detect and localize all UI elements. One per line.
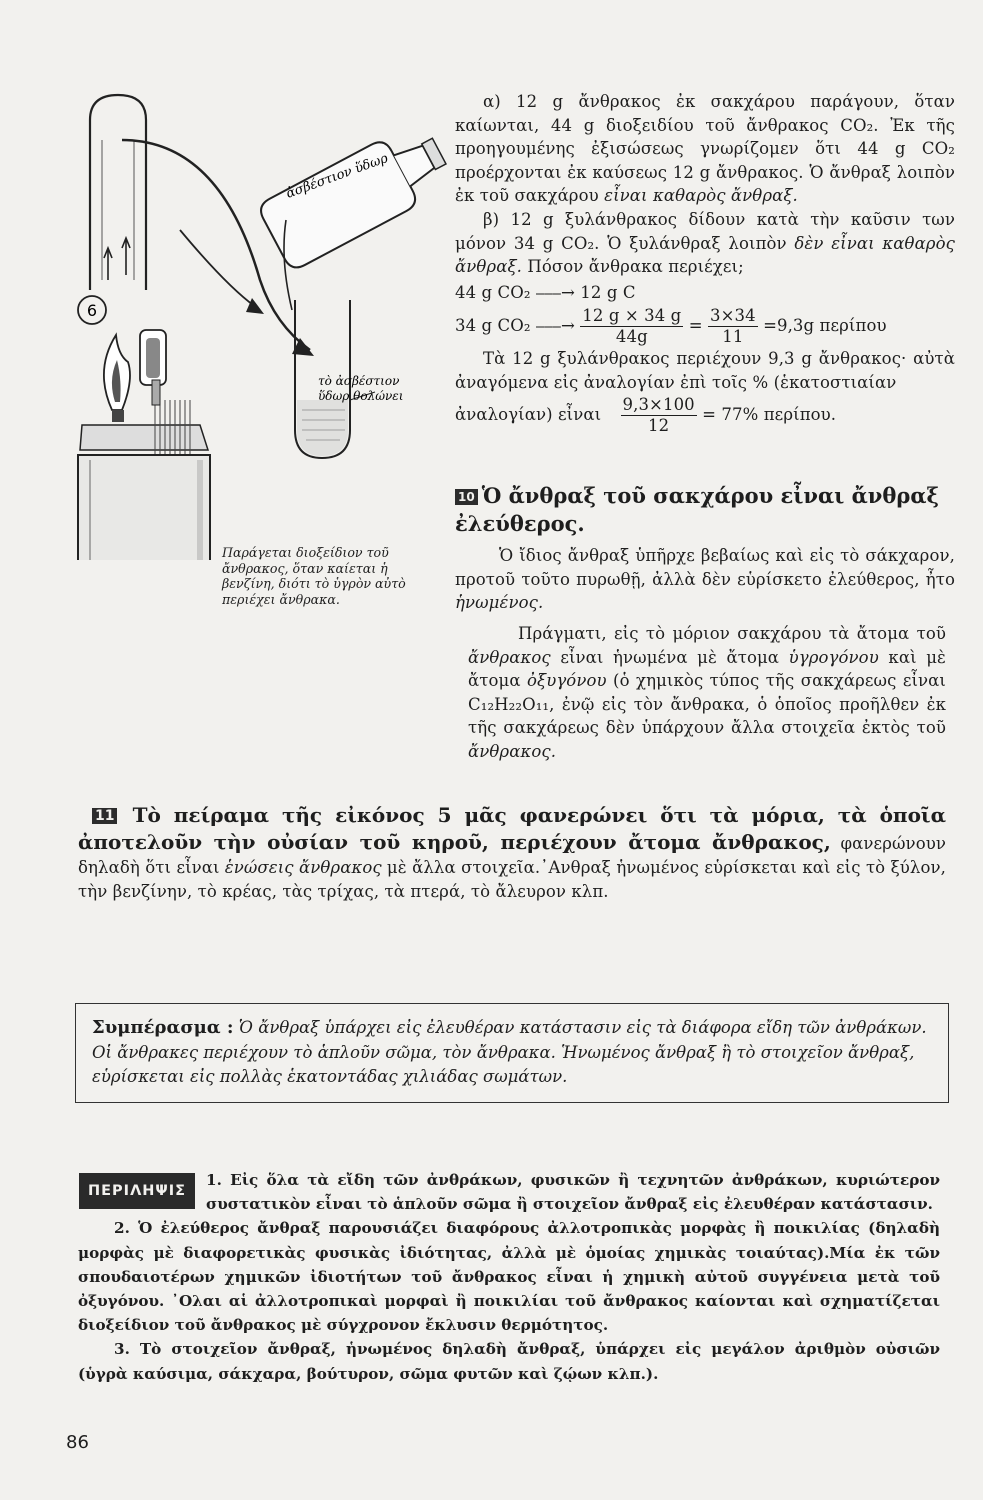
conclusion-box xyxy=(75,1003,949,1103)
summary-item-2: 2. Ὁ ἐλεύθερος ἄνθραξ παρουσιάζει διαφόρους ἀλλοτροπικὰς μορφὰς ἢ ποικιλίας (δηλαδὴ μορφὰς μὲ διαφορετικὰς φυσικὰς ἰδιότητας, ἀλλὰ μὲ ὁμοίας χημικὰς τοιαύτας).Μία ἐκ τῶν σπουδαιοτέρων χημικῶν ἰδιοτήτων τοῦ ἄνθρακος εἶναι ἡ χημικὴ αὐτοῦ συγγένεια μετὰ τοῦ ὀξυγόνου. ᾽Ολαι αἱ ἀλλοτροπικαὶ μορφαὶ ἢ ποικιλίαι τοῦ ἄνθρακος καίονται καὶ σχηματίζεται διοξείδιον τοῦ ἄνθρακος μὲ σύγχρονον ἔκλυσιν θερμότητος. xyxy=(78,1219,940,1335)
page-number: 86 xyxy=(66,1432,89,1453)
paragraph-b: β) 12 g ξυλάνθρακος δίδουν κατὰ τὴν καῦσιν των μόνον 34 g CO₂. Ὁ ξυλάνθραξ λοιπὸν δὲν εἶναι καθαρὸς ἄνθραξ. Πόσον ἄνθρακα περιέχει; xyxy=(455,209,955,277)
equation-3: ἀναλογίαν) εἶναι $\frac{9,3\times 100}{12}$ = 77% περίπου. xyxy=(455,394,837,435)
paragraph-a: α) 12 g ἄνθρακος ἐκ σακχάρου παράγουν, ὅταν καίωνται, 44 g διοξειδίου τοῦ ἄνθρακος CO₂. Ἐκ τῆς προηγουμένης ἐξισώσεως γνωρίζομεν ὅτι 44 g CO₂ προέρχονται ἐκ καύσεως 12 g ἄνθρακος. Ὁ ἄνθραξ λοιπὸν ἐκ τοῦ σακχάρου εἶναι καθαρὸς ἄνθραξ. xyxy=(455,92,955,206)
tube-label-1: τὸ ἀσβέστιον xyxy=(318,374,400,388)
bottle-label: ἀσβέστιον ὕδωρ xyxy=(284,151,391,202)
fraction-2: $\frac{3\times 34}{11}$ xyxy=(709,306,756,347)
equation-2: 34 g CO₂ ⎯⎯⎯→ $\frac{12 g \times 34 g}{44g}$ = $\frac{3\times 34}{11}$ =9,3g περίπου xyxy=(455,306,887,347)
section-number-10: 10 xyxy=(455,489,478,505)
section-11: 11 Τὸ πείραμα τῆς εἰκόνος 5 μᾶς φανερώνει ὅτι τὰ μόρια, τὰ ὁποῖα ἀποτελοῦν τὴν οὐσίαν τοῦ κηροῦ, περιέχουν ἄτομα ἄνθρακος, φανερώνουν δηλαδὴ ὅτι εἶναι ἑνώσεις ἄνθρακος μὲ ἄλλα στοιχεῖα.᾽Ανθραξ ἡνωμένος εὑρίσκεται καὶ εἰς τὸ ξύλον, τὴν βενζίνην, τὸ κρέας, τὰς τρίχας, τὰ πτερά, τὸ ἄλευρον κλπ. xyxy=(78,803,946,901)
section-number-11: 11 xyxy=(92,808,117,824)
summary xyxy=(78,1168,940,1386)
figure-caption: Παράγεται διοξείδιον τοῦ ἄνθρακος, ὅταν καίεται ἡ βενζίνη, διότι τὸ ὑγρὸν αὐτὸ περιέχει ἄνθρακα. xyxy=(222,545,406,607)
conclusion-text: Ὁ ἄνθραξ ὑπάρχει εἰς ἐλευθέραν κατάστασιν εἰς τὰ διάφορα εἴδη τῶν ἀνθράκων. Οἱ ἄνθρακες περιέχουν τὸ ἁπλοῦν σῶμα, τὸν ἄνθρακα. Ἡνωμένος ἄνθραξ ἢ τὸ στοιχεῖον ἄνθραξ, εὑρίσκεται εἰς πολλὰς ἑκατοντάδας χιλιάδας σωμάτων. xyxy=(92,1018,927,1086)
section-10 xyxy=(455,482,955,615)
summary-item-3: 3. Τὸ στοιχεῖον ἄνθραξ, ἡνωμένος δηλαδὴ ἄνθραξ, ὑπάρχει εἰς μεγάλον ἀριθμὸν οὐσιῶν (ὑγρὰ καύσιμα, σάκχαρα, βούτυρον, σῶμα φυτῶν καὶ ζῴων κλπ.). xyxy=(78,1340,940,1383)
figure-number: 6 xyxy=(86,301,98,320)
fraction-3: $\frac{9,3\times 100}{12}$ xyxy=(622,394,695,435)
section-a xyxy=(455,90,955,436)
section-10-paragraph-2: Πράγματι, εἰς τὸ μόριον σακχάρου τὰ ἄτομα τοῦ ἄνθρακος εἶναι ἡνωμένα μὲ ἄτομα ὑγρογόνου καὶ μὲ ἄτομα ὀξυγόνου (ὁ χημικὸς τύπος τῆς σακχάρεως εἶναι C₁₂H₂₂O₁₁, ἐνῷ εἰς τὸν ἄνθρακα, ὁ ὁποῖος προῆλθεν ἐκ τῆς σακχάρεως δὲν ὑπάρχουν ἄλλα στοιχεῖα ἐκτὸς τοῦ ἄνθρακος. xyxy=(468,624,946,761)
summary-badge: ΠΕΡΙΛΗΨΙΣ xyxy=(80,1174,194,1208)
fraction-1: $\frac{12 g \times 34 g}{44g}$ xyxy=(582,306,682,347)
equation-1: 44 g CO₂ ⎯⎯⎯→ 12 g C xyxy=(455,282,636,302)
lighter-experiment-figure xyxy=(60,80,450,560)
conclusion-label: Συμπέρασμα : xyxy=(92,1017,234,1038)
summary-item-1: ΠΕΡΙΛΗΨΙΣ 1. Εἰς ὅλα τὰ εἴδη τῶν ἀνθράκων, φυσικῶν ἢ τεχνητῶν ἀνθράκων, κυριώτερον συστατικὸν εἶναι τὸ ἁπλοῦν σῶμα ἢ στοιχεῖον ἄνθραξ εἰς ἐλευθέραν κατάστασιν. xyxy=(78,1168,940,1216)
section-10-paragraph-1: Ὁ ἴδιος ἄνθραξ ὑπῆρχε βεβαίως καὶ εἰς τὸ σάκχαρον, προτοῦ τοῦτο πυρωθῇ, ἀλλὰ δὲν εὑρίσκετο ἐλεύθερος, ἦτο ἡνωμένος. xyxy=(455,546,955,613)
tube-label-2: ὕδωρ θολώνει xyxy=(318,389,404,403)
section-10-heading: 10 Ὁ ἄνθραξ τοῦ σακχάρου εἶναι ἄνθραξ ἐλεύθερος. xyxy=(455,483,939,536)
paragraph-percent: Τὰ 12 g ξυλάνθρακος περιέχουν 9,3 g ἄνθρακος· αὐτὰ ἀναγόμενα εἰς ἀναλογίαν ἐπὶ τοῖς % (ἑκατοστιαίαν xyxy=(455,349,955,392)
